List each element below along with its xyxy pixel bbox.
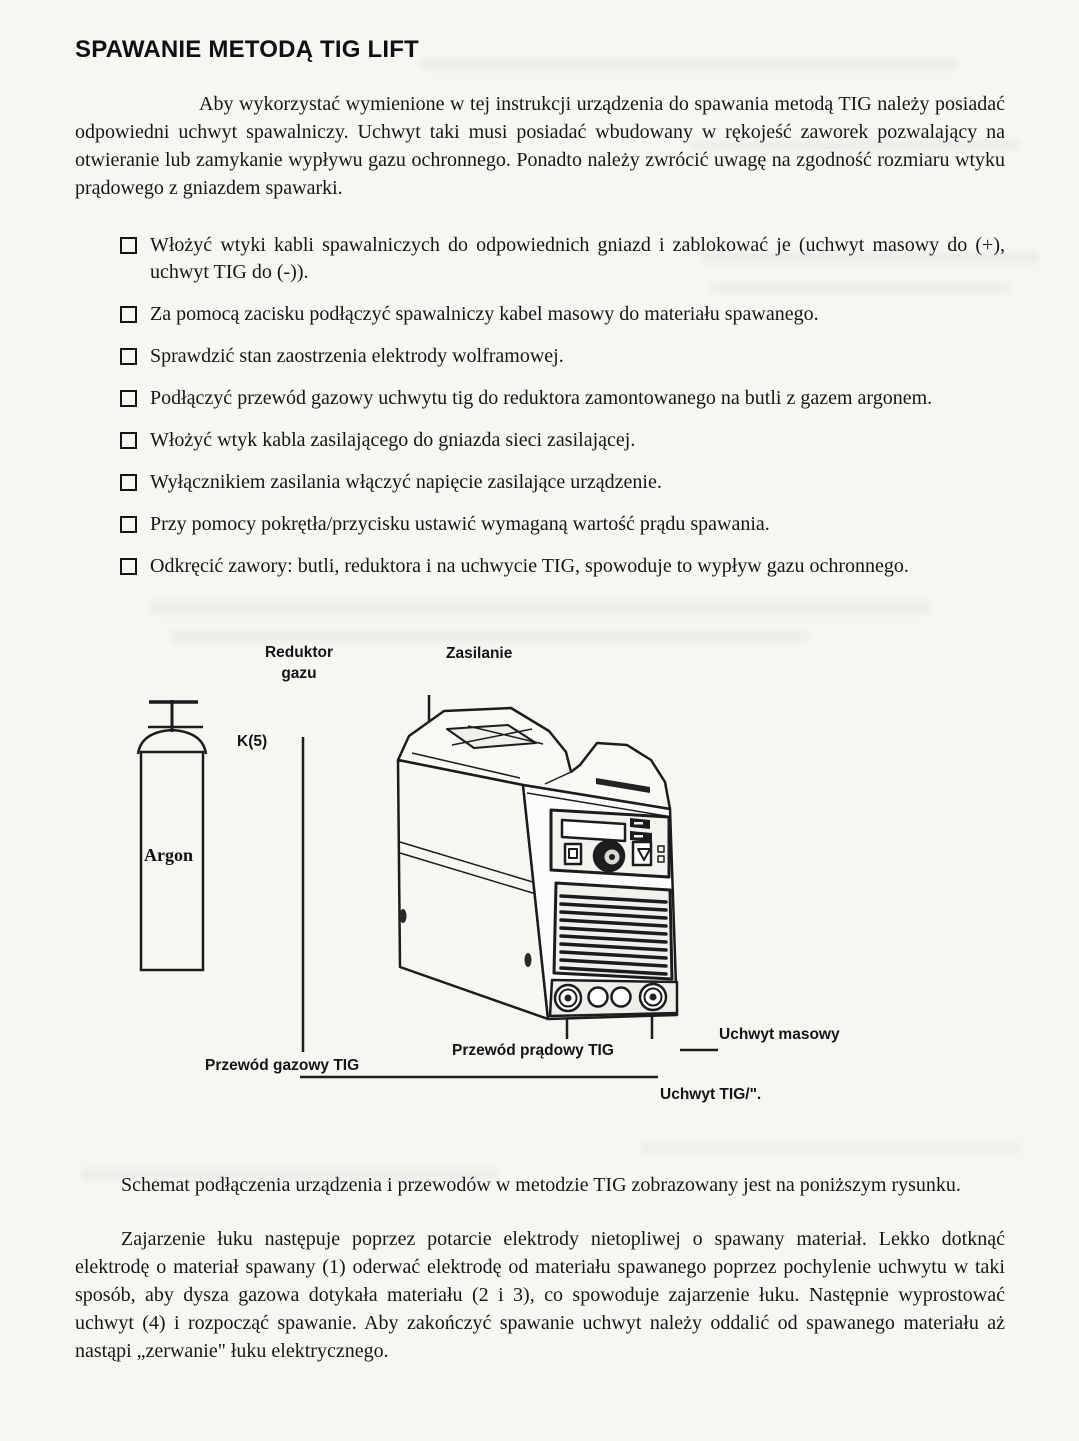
checkbox-bullet-icon [120,306,137,323]
checklist-item [120,301,1005,328]
intro-paragraph: Aby wykorzystać wymienione w tej instrukcji urządzenia do spawania metodą TIG należy posiadać odpowiedni uchwyt spawalniczy. Uchwyt taki musi posiadać wbudowany w rękojeść zaworek pozwalający na otwieranie lub zamykanie wypływu gazu ochronnego. Ponadto należy zwrócić uwagę na zgodność rozmiaru wtyku prądowego z gniazdem spawarki. [75,93,1005,199]
checklist-item [120,553,1005,580]
checklist-item [120,427,1005,454]
checkbox-bullet-icon [120,348,137,365]
control-panel-drawing [551,810,669,877]
checklist-item [120,511,1005,538]
label-argon: Argon [144,845,193,865]
checkbox-bullet-icon [120,432,137,449]
paragraph-zajarzenie: Zajarzenie łuku następuje poprzez potarcie elektrody nietopliwej o spawany materiał. Lekko dotknąć elektrodę o materiał spawany (1) oderwać elektrodę od materiału spawanego poprzez pochylenie uchwytu w taki sposób, aby dysza gazowa dotykała materiału (2 i 3), co spowoduje zajarzenie łuku. Następnie wyprostować uchwyt (4) i rozpocząć spawanie. Aby zakończyć spawanie uchwyt należy oddalić od spawanego materiału aż nastąpi „zerwanie" łuku elektrycznego. [75,1228,1005,1362]
checklist-item [120,232,1005,286]
checklist-item-text: Podłączyć przewód gazowy uchwytu tig do reduktora zamontowanego na butli z gazem argonem. [150,387,933,409]
label-uchwyt-masowy: Uchwyt masowy [719,1026,840,1043]
label-k5: K(5) [237,733,268,750]
checklist-item-text: Odkręcić zawory: butli, reduktora i na uchwycie TIG, spowoduje to wypływ gazu ochronnego. [150,555,909,577]
display-screen-drawing [562,820,625,841]
label-zasilanie: Zasilanie [446,645,513,662]
checklist-item-text: Za pomocą zacisku podłączyć spawalniczy kabel masowy do materiału spawanego. [150,303,819,325]
socket-panel-drawing [550,980,677,1016]
checkbox-bullet-icon [120,474,137,491]
welding-machine-drawing [398,708,677,1019]
paragraph-schemat: Schemat podłączenia urządzenia i przewodów w metodzie TIG zobrazowany jest na poniższym rysunku. [121,1174,961,1196]
label-uchwyt-tig: Uchwyt TIG/". [660,1086,762,1103]
checklist-item [120,343,1005,370]
checklist-item-text: Sprawdzić stan zaostrzenia elektrody wolframowej. [150,345,564,367]
checkbox-bullet-icon [120,558,137,575]
tig-connection-diagram [0,632,1079,1157]
ventilation-grille-drawing [554,883,672,979]
diagram-line-art [0,632,1079,1157]
label-reduktor-gazu: Reduktor gazu [264,644,334,682]
scan-bleed-artifact [150,600,930,615]
panel-button-drawing [565,844,581,864]
checklist-item-text: Wyłącznikiem zasilania włączyć napięcie zasilające urządzenie. [150,471,662,493]
checkbox-bullet-icon [120,390,137,407]
checklist-item-text: Włożyć wtyki kabli spawalniczych do odpowiednich gniazd i zablokować je (uchwyt masowy do (+), uchwyt TIG do (-)). [150,234,1005,283]
checklist [120,232,1005,580]
checkbox-bullet-icon [120,516,137,533]
gas-cylinder-drawing [138,700,206,970]
checklist-item [120,385,1005,412]
page-title: SPAWANIE METODĄ TIG LIFT [75,36,419,63]
checklist-item-text: Włożyć wtyk kabla zasilającego do gniazda sieci zasilającej. [150,429,636,451]
checkbox-bullet-icon [120,237,137,254]
checklist-item [120,469,1005,496]
checklist-item-text: Przy pomocy pokrętła/przycisku ustawić wymaganą wartość prądu spawania. [150,513,770,535]
label-przewod-pradowy-tig: Przewód prądowy TIG [452,1042,614,1059]
label-przewod-gazowy-tig: Przewód gazowy TIG [205,1057,360,1074]
